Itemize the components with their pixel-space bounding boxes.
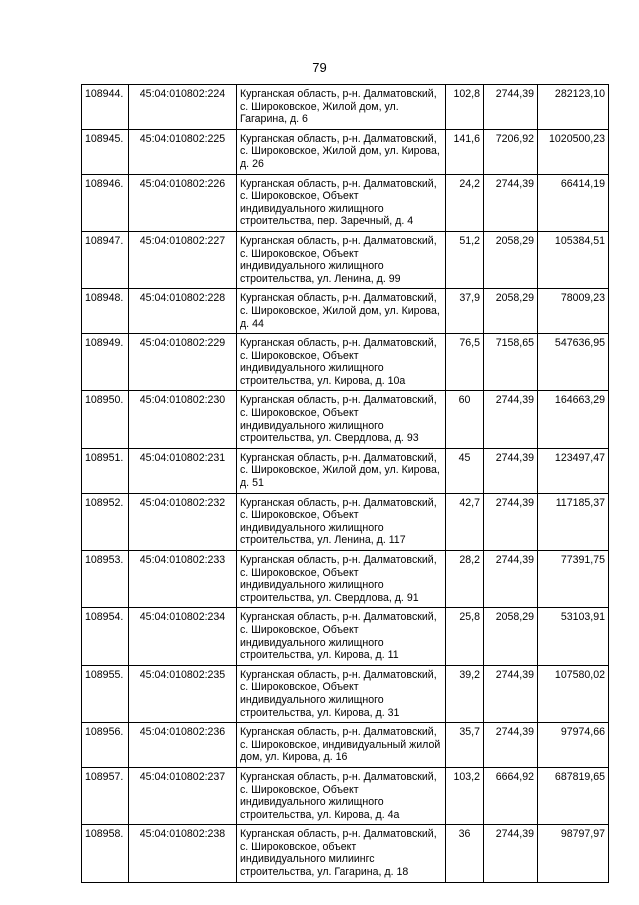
table-row — [82, 608, 609, 665]
table-row — [82, 231, 609, 288]
cadastral-cost-cell: 123497,47 — [538, 448, 609, 493]
cadastral-number-cell: 45:04:010802:227 — [129, 231, 237, 288]
area-cell: 24,2 — [446, 174, 484, 231]
row-number-cell: 108944. — [82, 85, 129, 130]
table-row — [82, 391, 609, 448]
address-cell: Курганская область, р-н. Далматовский, с. Широковское, Объект индивидуального жилищного строительства, ул. Кирова, д. 10а — [237, 334, 446, 391]
cadastral-cost-cell: 98797,97 — [538, 825, 609, 882]
address-cell: Курганская область, р-н. Далматовский, с. Широковское, Объект индивидуального жилищного строительства, ул. Ленина, д. 99 — [237, 231, 446, 288]
row-number-cell: 108945. — [82, 129, 129, 174]
area-cell: 51,2 — [446, 231, 484, 288]
area-cell: 103,2 — [446, 767, 484, 824]
price-per-unit-cell: 2744,39 — [484, 448, 538, 493]
address-cell: Курганская область, р-н. Далматовский, с. Широковское, Объект индивидуального жилищного строительства, ул. Свердлова, д. 93 — [237, 391, 446, 448]
address-cell: Курганская область, р-н. Далматовский, с. Широковское, Объект индивидуального жилищного строительства, ул. Свердлова, д. 91 — [237, 551, 446, 608]
row-number-cell: 108950. — [82, 391, 129, 448]
price-per-unit-cell: 2744,39 — [484, 174, 538, 231]
table-row — [82, 85, 609, 130]
price-per-unit-cell: 2744,39 — [484, 825, 538, 882]
area-cell: 42,7 — [446, 493, 484, 550]
property-registry-table — [81, 84, 609, 883]
area-cell: 45 — [446, 448, 484, 493]
cadastral-number-cell: 45:04:010802:236 — [129, 723, 237, 768]
area-cell: 76,5 — [446, 334, 484, 391]
row-number-cell: 108955. — [82, 665, 129, 722]
area-cell: 39,2 — [446, 665, 484, 722]
table-row — [82, 448, 609, 493]
cadastral-number-cell: 45:04:010802:228 — [129, 289, 237, 334]
table-row — [82, 551, 609, 608]
cadastral-cost-cell: 164663,29 — [538, 391, 609, 448]
table-row — [82, 665, 609, 722]
area-cell: 37,9 — [446, 289, 484, 334]
row-number-cell: 108951. — [82, 448, 129, 493]
price-per-unit-cell: 2744,39 — [484, 85, 538, 130]
address-cell: Курганская область, р-н. Далматовский, с. Широковское, Объект индивидуального жилищного строительства, ул. Кирова, д. 31 — [237, 665, 446, 722]
price-per-unit-cell: 2058,29 — [484, 231, 538, 288]
cadastral-cost-cell: 97974,66 — [538, 723, 609, 768]
cadastral-cost-cell: 105384,51 — [538, 231, 609, 288]
price-per-unit-cell: 2058,29 — [484, 289, 538, 334]
address-cell: Курганская область, р-н. Далматовский, с. Широковское, Жилой дом, ул. Кирова, д. 26 — [237, 129, 446, 174]
cadastral-cost-cell: 107580,02 — [538, 665, 609, 722]
area-cell: 60 — [446, 391, 484, 448]
cadastral-number-cell: 45:04:010802:231 — [129, 448, 237, 493]
cadastral-number-cell: 45:04:010802:237 — [129, 767, 237, 824]
cadastral-cost-cell: 1020500,23 — [538, 129, 609, 174]
cadastral-cost-cell: 117185,37 — [538, 493, 609, 550]
area-cell: 36 — [446, 825, 484, 882]
cadastral-cost-cell: 282123,10 — [538, 85, 609, 130]
cadastral-number-cell: 45:04:010802:230 — [129, 391, 237, 448]
address-cell: Курганская область, р-н. Далматовский, с. Широковское, Объект индивидуального жилищного строительства, пер. Заречный, д. 4 — [237, 174, 446, 231]
price-per-unit-cell: 7206,92 — [484, 129, 538, 174]
table-row — [82, 825, 609, 882]
address-cell: Курганская область, р-н. Далматовский, с. Широковское, Объект индивидуального жилищного строительства, ул. Кирова, д. 11 — [237, 608, 446, 665]
table-row — [82, 129, 609, 174]
cadastral-cost-cell: 687819,65 — [538, 767, 609, 824]
area-cell: 35,7 — [446, 723, 484, 768]
row-number-cell: 108948. — [82, 289, 129, 334]
table-row — [82, 174, 609, 231]
address-cell: Курганская область, р-н. Далматовский, с. Широковское, Объект индивидуального жилищного строительства, ул. Кирова, д. 4а — [237, 767, 446, 824]
table-row — [82, 723, 609, 768]
registry-table-body — [82, 85, 609, 883]
price-per-unit-cell: 2744,39 — [484, 391, 538, 448]
cadastral-number-cell: 45:04:010802:226 — [129, 174, 237, 231]
address-cell: Курганская область, р-н. Далматовский, с. Широковское, Жилой дом, ул. Кирова, д. 51 — [237, 448, 446, 493]
cadastral-cost-cell: 66414,19 — [538, 174, 609, 231]
row-number-cell: 108947. — [82, 231, 129, 288]
cadastral-number-cell: 45:04:010802:234 — [129, 608, 237, 665]
price-per-unit-cell: 2744,39 — [484, 551, 538, 608]
cadastral-cost-cell: 547636,95 — [538, 334, 609, 391]
cadastral-number-cell: 45:04:010802:224 — [129, 85, 237, 130]
price-per-unit-cell: 6664,92 — [484, 767, 538, 824]
page-number: 79 — [312, 60, 327, 75]
row-number-cell: 108953. — [82, 551, 129, 608]
price-per-unit-cell: 7158,65 — [484, 334, 538, 391]
price-per-unit-cell: 2744,39 — [484, 665, 538, 722]
address-cell: Курганская область, р-н. Далматовский, с. Широковское, индивидуальный жилой дом, ул. Кирова, д. 16 — [237, 723, 446, 768]
address-cell: Курганская область, р-н. Далматовский, с. Широковское, объект индивидуального милиингс строительства, ул. Гагарина, д. 18 — [237, 825, 446, 882]
row-number-cell: 108954. — [82, 608, 129, 665]
area-cell: 141,6 — [446, 129, 484, 174]
price-per-unit-cell: 2058,29 — [484, 608, 538, 665]
row-number-cell: 108949. — [82, 334, 129, 391]
cadastral-number-cell: 45:04:010802:233 — [129, 551, 237, 608]
row-number-cell: 108952. — [82, 493, 129, 550]
cadastral-number-cell: 45:04:010802:235 — [129, 665, 237, 722]
area-cell: 28,2 — [446, 551, 484, 608]
table-row — [82, 334, 609, 391]
area-cell: 25,8 — [446, 608, 484, 665]
address-cell: Курганская область, р-н. Далматовский, с. Широковское, Жилой дом, ул. Кирова, д. 44 — [237, 289, 446, 334]
cadastral-number-cell: 45:04:010802:232 — [129, 493, 237, 550]
address-cell: Курганская область, р-н. Далматовский, с. Широковское, Объект индивидуального жилищного строительства, ул. Ленина, д. 117 — [237, 493, 446, 550]
cadastral-cost-cell: 77391,75 — [538, 551, 609, 608]
cadastral-cost-cell: 53103,91 — [538, 608, 609, 665]
cadastral-number-cell: 45:04:010802:229 — [129, 334, 237, 391]
table-row — [82, 767, 609, 824]
table-row — [82, 493, 609, 550]
price-per-unit-cell: 2744,39 — [484, 723, 538, 768]
row-number-cell: 108946. — [82, 174, 129, 231]
row-number-cell: 108956. — [82, 723, 129, 768]
row-number-cell: 108957. — [82, 767, 129, 824]
cadastral-cost-cell: 78009,23 — [538, 289, 609, 334]
area-cell: 102,8 — [446, 85, 484, 130]
cadastral-number-cell: 45:04:010802:225 — [129, 129, 237, 174]
row-number-cell: 108958. — [82, 825, 129, 882]
price-per-unit-cell: 2744,39 — [484, 493, 538, 550]
address-cell: Курганская область, р-н. Далматовский, с. Широковское, Жилой дом, ул. Гагарина, д. 6 — [237, 85, 446, 130]
cadastral-number-cell: 45:04:010802:238 — [129, 825, 237, 882]
table-row — [82, 289, 609, 334]
